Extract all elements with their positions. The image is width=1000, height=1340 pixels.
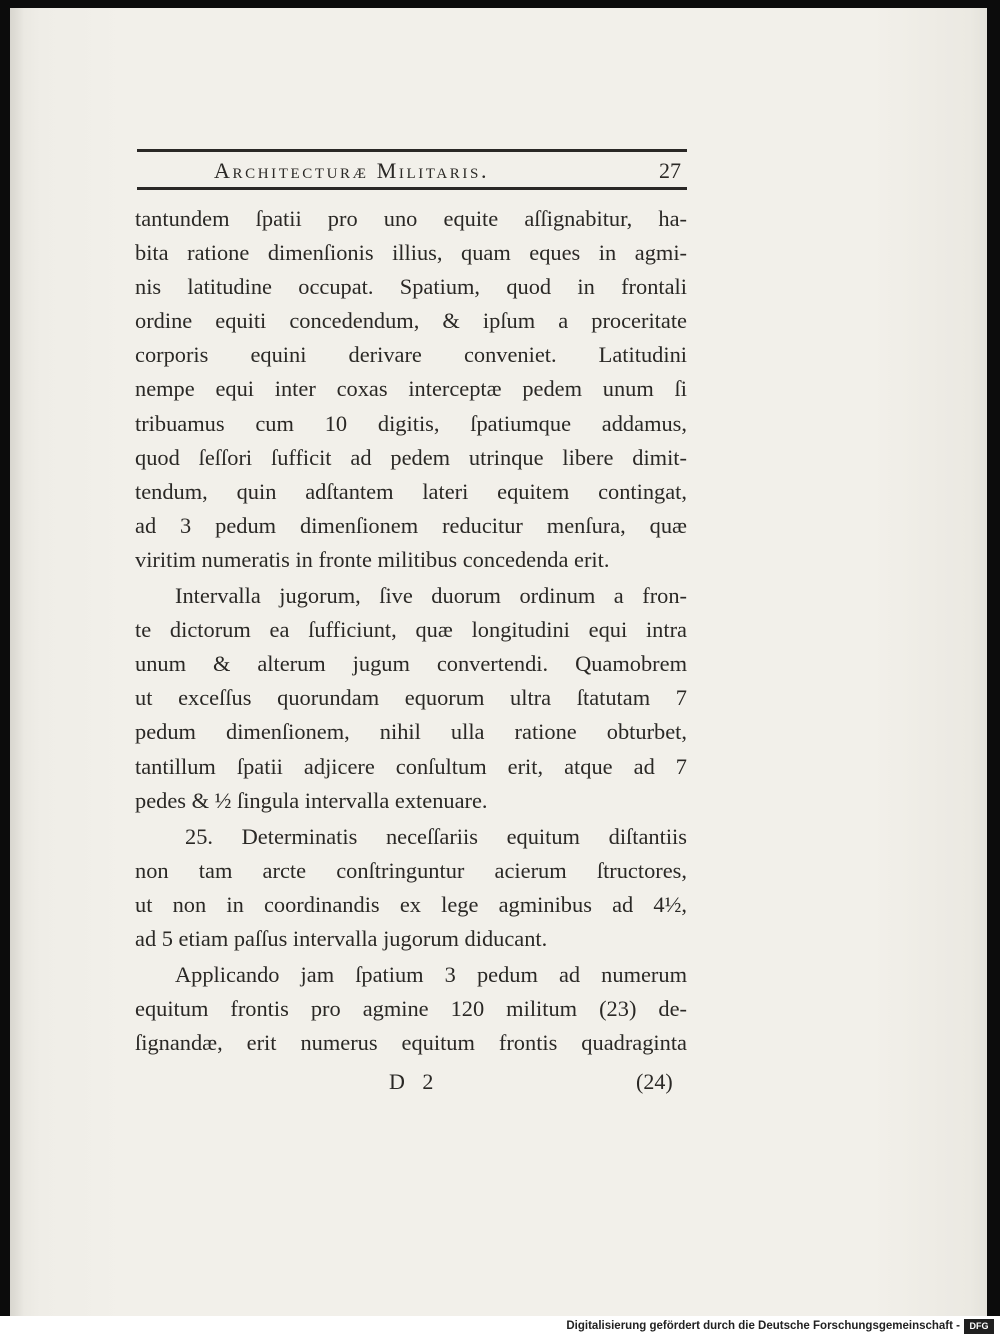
text-line: bita ratione dimenſionis illius, quam eques in agmi- bbox=[135, 240, 687, 266]
header-rule-bottom bbox=[137, 187, 687, 190]
page-gutter-shadow bbox=[10, 8, 24, 1316]
credit-text: Digitalisierung gefördert durch die Deutsche Forschungsgemeinschaft - bbox=[566, 1320, 960, 1332]
text-line: ſignandæ, erit numerus equitum frontis quadraginta bbox=[135, 1030, 687, 1056]
text-line: corporis equini derivare conveniet. Latitudini bbox=[135, 342, 687, 368]
catchword: (24) bbox=[636, 1069, 673, 1094]
credit-bar bbox=[0, 1316, 1000, 1340]
text-line: equitum frontis pro agmine 120 militum (23) de- bbox=[135, 996, 687, 1022]
text-line: nempe equi inter coxas interceptæ pedem unum ſi bbox=[135, 376, 687, 402]
text-line: quod ſeſſori ſufficit ad pedem utrinque libere dimit- bbox=[135, 444, 687, 470]
text-line: ut non in coordinandis ex lege agminibus ad 4½, bbox=[135, 891, 687, 917]
text-line: ad 5 etiam paſſus intervalla jugorum diducant. bbox=[135, 925, 548, 951]
text-line: non tam arcte conſtringuntur acierum ſtructores, bbox=[135, 857, 687, 883]
text-line: tantundem ſpatii pro uno equite aſſignabitur, ha- bbox=[135, 206, 687, 231]
dfg-logo: DFG bbox=[964, 1319, 994, 1334]
section-line: 25. Determinatis neceſſariis equitum diſtantiis bbox=[185, 823, 687, 849]
text-line: Applicando jam ſpatium 3 pedum ad numerum bbox=[175, 962, 687, 988]
running-title: Architecturæ Militaris. bbox=[214, 158, 490, 183]
text-line: tantillum ſpatii adjicere conſultum erit, atque ad 7 bbox=[135, 753, 687, 779]
page-number: 27 bbox=[659, 158, 681, 183]
text-line: nis latitudine occupat. Spatium, quod in frontali bbox=[135, 274, 687, 300]
body-text bbox=[135, 202, 687, 1060]
text-line: viritim numeratis in fronte militibus concedenda erit. bbox=[135, 546, 610, 572]
text-line: ut exceſſus quorundam equorum ultra ſtatutam 7 bbox=[135, 685, 687, 711]
header-rule-top bbox=[137, 149, 687, 152]
signature-mark: D 2 bbox=[389, 1069, 440, 1094]
text-line: ad 3 pedum dimenſionem reducitur menſura, quæ bbox=[135, 512, 687, 538]
running-head bbox=[137, 158, 687, 186]
text-line: tendum, quin adſtantem lateri equitem contingat, bbox=[135, 478, 687, 504]
text-line: pedes & ½ ſingula intervalla extenuare. bbox=[135, 787, 488, 813]
text-line: tribuamus cum 10 digitis, ſpatiumque addamus, bbox=[135, 410, 687, 436]
text-line: ordine equiti concedendum, & ipſum a proceritate bbox=[135, 308, 687, 334]
text-line: te dictorum ea ſufficiunt, quæ longitudini equi intra bbox=[135, 617, 687, 643]
text-line: pedum dimenſionem, nihil ulla ratione obturbet, bbox=[135, 719, 687, 745]
text-line: Intervalla jugorum, ſive duorum ordinum a fron- bbox=[175, 583, 687, 609]
text-line: unum & alterum jugum convertendi. Quamobrem bbox=[135, 651, 687, 677]
